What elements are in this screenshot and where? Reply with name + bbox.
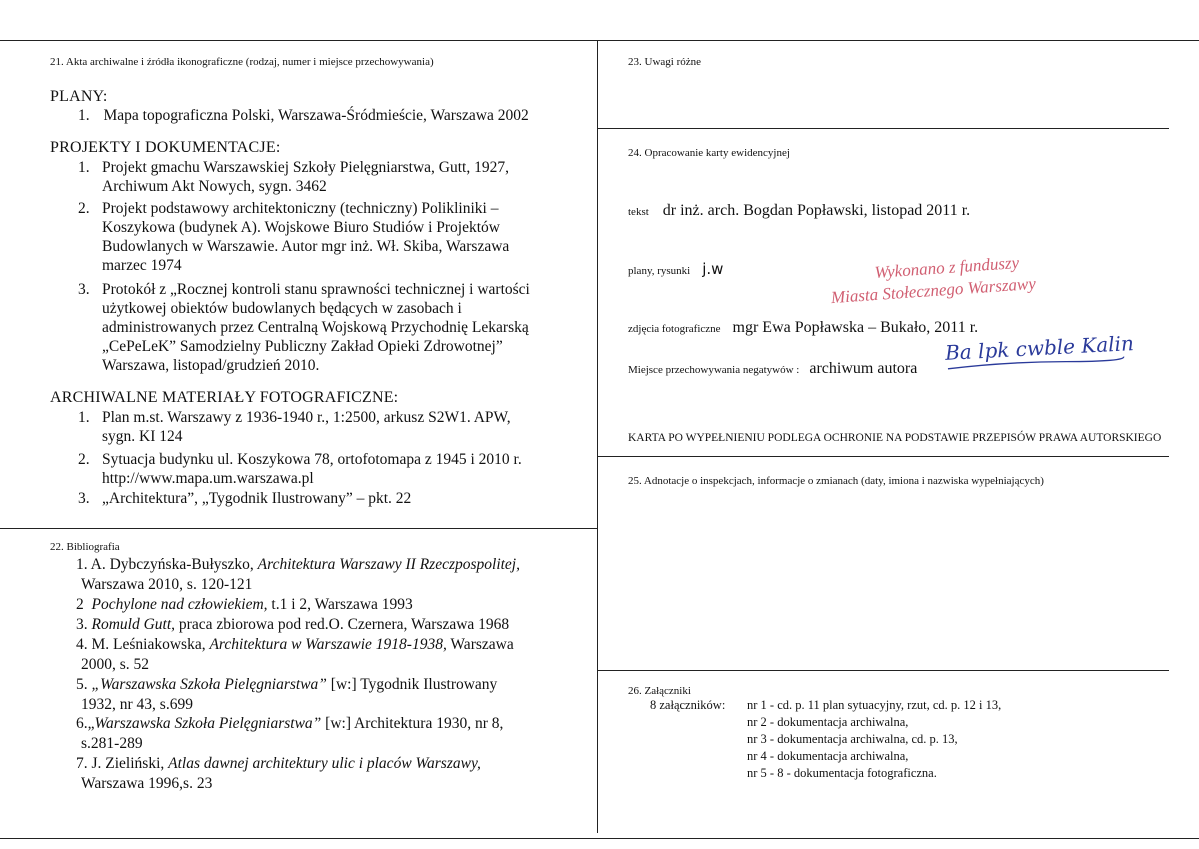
right-divider-24 [597, 456, 1169, 457]
entry-title: „Warszawska Szkoła Pielęgniarstwa” [91, 676, 327, 693]
stamp-line2: Miasta Stołecznego Warszawy [830, 273, 1037, 308]
list-item [78, 489, 586, 508]
tekst-row [628, 202, 970, 220]
item-number: 1. [78, 107, 90, 124]
entry-line2: Warszawa 2010, s. 120-121 [81, 575, 253, 593]
funding-stamp [829, 251, 1037, 309]
entry-text: 5. [76, 676, 92, 693]
zdjecia-label: zdjęcia fotograficzne [628, 323, 721, 335]
item-line: sygn. KI 124 [102, 428, 183, 445]
entry-line2: 2000, s. 52 [81, 655, 150, 673]
attachments-list [747, 697, 1001, 782]
entry-line2: s.281-289 [81, 734, 143, 752]
entry-text: 2 [76, 596, 92, 613]
bottom-border [0, 838, 1199, 839]
item-line: Warszawa, listopad/grudzień 2010. [102, 357, 320, 374]
entry-title: Atlas dawnej architektury ulic i placów Warszawy, [168, 755, 481, 772]
copyright-note: KARTA PO WYPEŁNIENIU PODLEGA OCHRONIE NA PODSTAWIE PRZEPISÓW PRAWA AUTORSKIEGO [628, 432, 1162, 444]
section-24-label: 24. Opracowanie karty ewidencyjnej [628, 147, 790, 159]
tekst-label: tekst [628, 206, 649, 218]
entry-rest: [w:] Tygodnik Ilustrowany [326, 676, 498, 693]
entry-line2: Warszawa 1996,s. 23 [81, 774, 213, 792]
bibliography-entry [76, 555, 520, 594]
item-line: Projekt podstawowy architektoniczny (techniczny) Polikliniki – [102, 200, 499, 217]
archiwalne-heading: ARCHIWALNE MATERIAŁY FOTOGRAFICZNE: [50, 389, 399, 406]
attachment-item: nr 5 - 8 - dokumentacja fotograficzna. [747, 766, 937, 780]
item-line: użytkowej obiektów budowlanych będących w zasobach i [102, 300, 462, 317]
miejsce-row [628, 360, 917, 378]
attachment-item: nr 2 - dokumentacja archiwalna, [747, 715, 909, 729]
entry-text: 4. M. Leśniakowska, [76, 636, 210, 653]
projekty-heading: PROJEKTY I DOKUMENTACJE: [50, 139, 281, 156]
entry-text: 7. J. Zieliński, [76, 755, 169, 772]
entry-line2: 1932, nr 43, s.699 [81, 695, 193, 713]
zdjecia-value: mgr Ewa Popławska – Bukało, 2011 r. [732, 319, 979, 336]
plany-row [628, 260, 723, 279]
plany-heading: PLANY: [50, 88, 108, 105]
item-line: marzec 1974 [102, 257, 182, 274]
section-23-label: 23. Uwagi różne [628, 56, 702, 68]
entry-rest: t.1 i 2, Warszawa 1993 [267, 596, 413, 613]
stamp-line1: Wykonano z funduszy [873, 252, 1020, 283]
item-number: 2. [78, 200, 90, 217]
column-divider [597, 40, 598, 833]
item-line: Budowlanych w Warszawie. Autor mgr inż. Wł. Skiba, Warszawa [102, 238, 510, 255]
bibliography-entry [76, 615, 509, 635]
section-21-label: 21. Akta archiwalne i źródła ikonograficzne (rodzaj, numer i miejsce przechowywania) [50, 56, 434, 68]
item-line: Koszykowa (budynek A). Wojskowe Biuro Studiów i Projektów [102, 219, 500, 236]
list-item [78, 408, 586, 446]
item-number: 3. [78, 490, 90, 507]
bibliography-entry [76, 595, 413, 615]
list-item [78, 199, 586, 275]
item-number: 3. [78, 281, 90, 298]
item-line: Sytuacja budynku ul. Koszykowa 78, ortofotomapa z 1945 i 2010 r. [102, 451, 522, 468]
miejsce-label: Miejsce przechowywania negatywów : [628, 364, 800, 376]
attachment-item: nr 4 - dokumentacja archiwalna, [747, 749, 909, 763]
left-section-divider [0, 528, 597, 529]
entry-title: Warszawska Szkoła Pielęgniarstwa” [94, 715, 322, 732]
zdjecia-row [628, 319, 978, 337]
entry-text: 1. A. Dybczyńska-Bułyszko, [76, 556, 258, 573]
item-text: Mapa topograficzna Polski, Warszawa-Śródmieście, Warszawa 2002 [103, 107, 529, 124]
entry-title: Pochylone nad człowiekiem, [91, 596, 268, 613]
list-item [78, 158, 586, 196]
item-line: administrowanych przez Centralną Wojskową Przychodnię Lekarską [102, 319, 529, 336]
plany-label: plany, rysunki [628, 265, 691, 277]
item-line: Projekt gmachu Warszawskiej Szkoły Pielęgniarstwa, Gutt, 1927, [102, 159, 509, 176]
right-divider-23 [597, 128, 1169, 129]
entry-title: Architektura w Warszawie 1918-1938, [209, 636, 447, 653]
attachment-item: nr 3 - dokumentacja archiwalna, cd. p. 13, [747, 732, 958, 746]
item-number: 2. [78, 451, 90, 468]
tekst-value: dr inż. arch. Bogdan Popławski, listopad 2011 r. [662, 202, 971, 219]
entry-rest: praca zbiorowa pod red.O. Czernera, Warszawa 1968 [175, 616, 510, 633]
item-line: Protokół z „Rocznej kontroli stanu sprawności technicznej i wartości [102, 281, 530, 298]
right-divider-25 [597, 670, 1169, 671]
entry-rest: Warszawa [446, 636, 514, 653]
entry-title: Architektura Warszawy II Rzeczpospolitej, [257, 556, 520, 573]
bibliography-entry [76, 675, 497, 714]
list-item [78, 106, 529, 125]
item-number: 1. [78, 159, 90, 176]
attachment-item: nr 1 - cd. p. 11 plan sytuacyjny, rzut, cd. p. 12 i 13, [747, 698, 1002, 712]
bibliography-entry [76, 754, 481, 793]
signature-text: Ba lpk cwble Kalin [944, 331, 1135, 365]
list-item [78, 450, 586, 488]
section-22-label: 22. Bibliografia [50, 541, 120, 553]
entry-text: 6.„ [76, 715, 95, 732]
entry-rest: [w:] Architektura 1930, nr 8, [321, 715, 504, 732]
bibliography-entry [76, 635, 514, 674]
list-item [78, 280, 586, 375]
plany-value: j.w [702, 260, 724, 278]
item-line: „Architektura”, „Tygodnik Ilustrowany” – pkt. 22 [102, 490, 412, 507]
entry-text: 3. [76, 616, 92, 633]
item-number: 1. [78, 409, 90, 426]
section-25-label: 25. Adnotacje o inspekcjach, informacje o zmianach (daty, imiona i nazwiska wypełniających) [628, 475, 1044, 487]
section-26-label: 26. Załączniki [628, 685, 691, 697]
attachments-count: 8 załączników: [650, 698, 726, 712]
entry-title: Romuld Gutt, [91, 616, 176, 633]
item-line: Plan m.st. Warszawy z 1936-1940 r., 1:2500, arkusz S2W1. APW, [102, 409, 511, 426]
item-line: http://www.mapa.um.warszawa.pl [102, 470, 314, 487]
top-border [0, 40, 1199, 41]
miejsce-value: archiwum autora [809, 360, 918, 377]
item-line: „CePeLeK” Samodzielny Publiczny Zakład Opieki Zdrowotnej” [102, 338, 503, 355]
item-line: Archiwum Akt Nowych, sygn. 3462 [102, 178, 327, 195]
bibliography-entry [76, 714, 503, 753]
